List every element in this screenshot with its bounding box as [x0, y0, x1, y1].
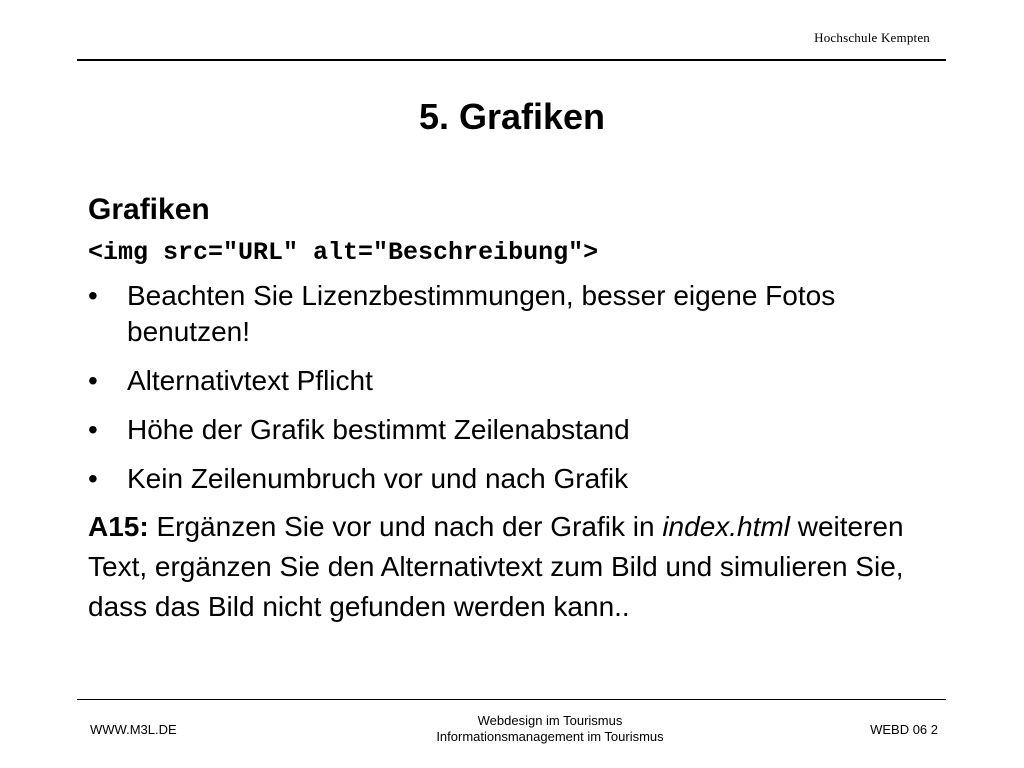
bullet-text: Alternativtext Pflicht: [127, 365, 373, 396]
section-heading: Grafiken: [88, 193, 210, 226]
footer-divider: [77, 699, 946, 700]
task-label: A15:: [88, 511, 149, 542]
slide-content: [88, 190, 938, 627]
bullet-marker: •: [88, 414, 98, 445]
bullet-marker: •: [88, 365, 98, 396]
footer-website: WWW.M3L.DE: [90, 722, 177, 737]
bullet-item: [88, 278, 938, 350]
code-example: <img src="URL" alt="Beschreibung">: [88, 238, 599, 267]
header-institution: Hochschule Kempten: [814, 30, 930, 45]
header-divider: [77, 59, 946, 61]
footer-course-line1: Webdesign im Tourismus: [477, 713, 623, 728]
bullet-marker: •: [88, 280, 98, 311]
footer-course-line2: Informationsmanagement im Tourismus: [436, 729, 664, 744]
slide-title: 5. Grafiken: [418, 96, 606, 137]
task-paragraph: [88, 507, 938, 627]
bullet-item: [88, 412, 938, 448]
bullet-item: [88, 363, 938, 399]
task-text-continued: weiteren Text, ergänzen Sie den Alternativtext zum Bild und simulieren Sie, dass das Bild nicht gefunden werden kann..: [88, 511, 904, 622]
task-text: Ergänzen Sie vor und nach der Grafik in: [148, 511, 663, 542]
bullet-item: [88, 461, 938, 497]
task-filename: index.html: [662, 511, 790, 542]
bullet-text: Kein Zeilenumbruch vor und nach Grafik: [127, 463, 629, 494]
bullet-marker: •: [88, 463, 98, 494]
bullet-list: [88, 278, 938, 497]
bullet-text: Beachten Sie Lizenzbestimmungen, besser eigene Fotos benutzen!: [127, 280, 836, 347]
bullet-text: Höhe der Grafik bestimmt Zeilenabstand: [127, 414, 630, 445]
footer-slide-number: WEBD 06 2: [870, 722, 938, 737]
